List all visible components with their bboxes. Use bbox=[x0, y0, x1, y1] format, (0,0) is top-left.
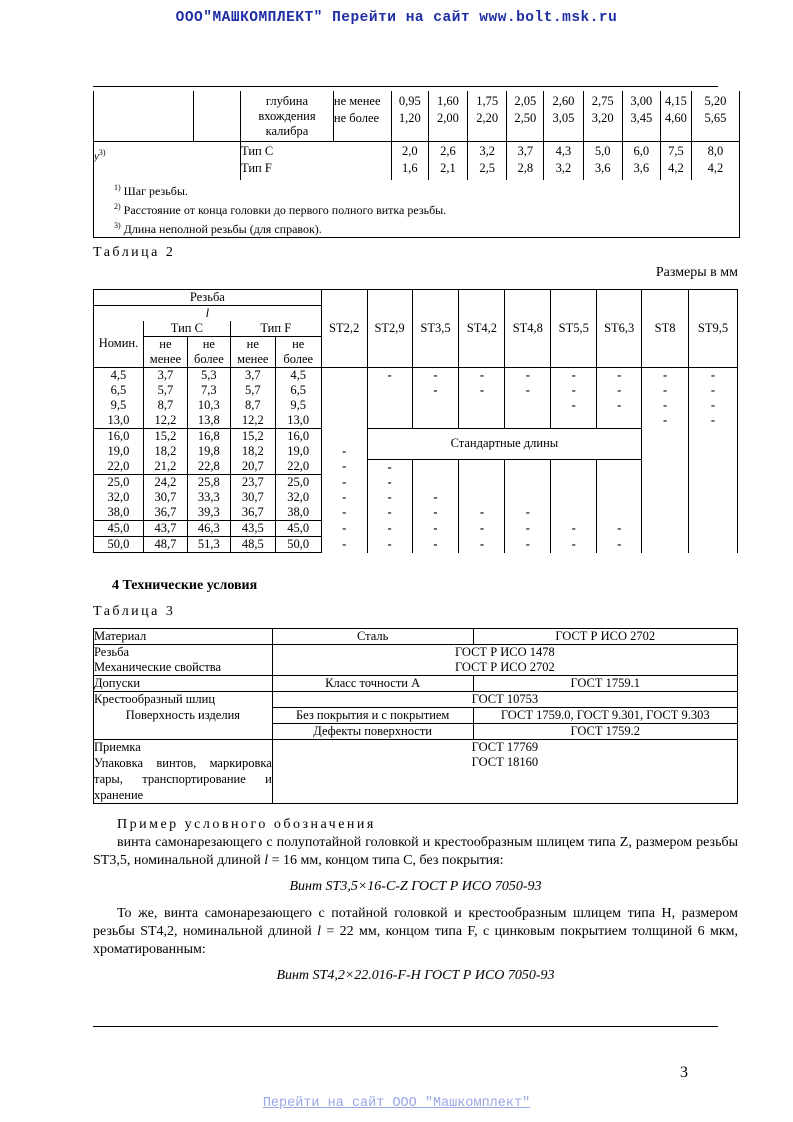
table2-units: Размеры в мм bbox=[655, 265, 738, 280]
table2-caption: Таблица 2 bbox=[93, 245, 176, 260]
table2-cell: 13,0 bbox=[94, 413, 144, 429]
empty-cell bbox=[642, 475, 689, 491]
table2-cell: 43,7 bbox=[143, 521, 187, 537]
footnote-2: $^{2)}$ Расстояние от конца головки до первого полного витка резьбы. bbox=[114, 202, 447, 217]
empty-cell bbox=[642, 459, 689, 475]
footnote-3: $^{3)}$ Длина неполной резьбы (для справок). bbox=[114, 221, 322, 236]
slot-label: Крестообразный шлиц bbox=[94, 692, 273, 708]
dash-mark: - bbox=[459, 521, 505, 537]
table2-cell: 24,2 bbox=[143, 475, 187, 491]
table2-cell: 15,2 bbox=[143, 429, 187, 445]
empty-cell bbox=[689, 521, 738, 537]
table2-cell: 12,2 bbox=[230, 413, 275, 429]
dash-mark: - bbox=[321, 537, 367, 553]
depth-label: глубина вхождения калибра bbox=[241, 91, 334, 142]
table1-y-row: $y^{3)}$ Тип С Тип F 2,0 1,6 2,6 2,1 3,2 2,5 3,7 2,8 4,3 3,2 5,0 3,6 6,0 3,6 7,5 4,2 8,0 4,2 bbox=[94, 142, 739, 181]
size-st6-3: ST6,3 bbox=[597, 290, 642, 368]
type-c-header: Тип С bbox=[143, 321, 230, 337]
empty-cell bbox=[551, 475, 597, 491]
empty-cell bbox=[597, 413, 642, 429]
example-paragraph-1: винта самонарезающего с полупотайной головкой и крестообразным шлицем типа Z, размером резьбы ST3,5, номинальной длиной l = 16 мм, концом типа С, без покрытия: bbox=[93, 835, 738, 868]
empty-cell bbox=[459, 490, 505, 505]
dash-mark: - bbox=[321, 490, 367, 505]
dash-mark: - bbox=[551, 398, 597, 413]
empty-cell bbox=[321, 413, 367, 429]
empty-cell bbox=[412, 398, 459, 413]
dash-mark: - bbox=[412, 368, 459, 384]
dash-mark: - bbox=[321, 475, 367, 491]
top-rule bbox=[93, 86, 718, 87]
table2-cell: 51,3 bbox=[187, 537, 230, 553]
bottom-rule bbox=[93, 1026, 718, 1027]
dash-mark: - bbox=[321, 521, 367, 537]
empty-cell bbox=[642, 444, 689, 459]
table2-row bbox=[94, 475, 738, 491]
table2-cell: 22,0 bbox=[275, 459, 321, 475]
dash-mark: - bbox=[642, 413, 689, 429]
empty-cell bbox=[459, 475, 505, 491]
y-label: $y^{3)}$ bbox=[94, 142, 241, 181]
table1 bbox=[94, 91, 739, 180]
mech-label: Механические свойства bbox=[94, 660, 273, 676]
size-st4-2: ST4,2 bbox=[459, 290, 505, 368]
footer-link[interactable]: Перейти на сайт ООО "Машкомплект" bbox=[262, 1096, 531, 1111]
dash-mark: - bbox=[321, 459, 367, 475]
dash-mark: - bbox=[505, 537, 551, 553]
empty-cell bbox=[367, 413, 412, 429]
table2-row bbox=[94, 413, 738, 429]
steel-value: Сталь bbox=[272, 629, 473, 645]
table2-cell: 5,7 bbox=[143, 383, 187, 398]
empty-cell bbox=[505, 398, 551, 413]
empty-cell bbox=[689, 429, 738, 445]
packing-label: Упаковка винтов, маркировка тары, транспортирование и хранение bbox=[94, 756, 272, 802]
table1-depth-row: глубина вхождения калибра не менее не более 0,95 1,20 1,60 2,00 1,75 2,20 2,05 2,50 2,60 3,05 2,75 3,20 3,00 3,45 4,15 4,60 5,20 5,65 bbox=[94, 91, 739, 142]
size-st5-5: ST5,5 bbox=[551, 290, 597, 368]
empty-cell bbox=[367, 398, 412, 413]
material-label: Материал bbox=[94, 629, 273, 645]
dash-mark: - bbox=[551, 537, 597, 553]
table2-cell: 8,7 bbox=[143, 398, 187, 413]
thread-label: Резьба bbox=[94, 645, 273, 661]
table2-body bbox=[94, 368, 738, 553]
dash-mark: - bbox=[505, 521, 551, 537]
standard-lengths-label: Стандартные длины bbox=[367, 429, 642, 460]
dash-mark: - bbox=[321, 444, 367, 459]
min-label: не менее bbox=[333, 94, 381, 108]
dash-mark: - bbox=[505, 383, 551, 398]
table2-cell: 32,0 bbox=[94, 490, 144, 505]
table2-cell: 36,7 bbox=[143, 505, 187, 521]
table2-cell: 39,3 bbox=[187, 505, 230, 521]
table2-cell: 3,7 bbox=[230, 368, 275, 384]
designation-1: Винт ST3,5×16-C-Z ГОСТ Р ИСО 7050-93 bbox=[289, 879, 542, 894]
dash-mark: - bbox=[412, 521, 459, 537]
empty-cell bbox=[459, 413, 505, 429]
table2-cell: 25,0 bbox=[275, 475, 321, 491]
table2-cell: 19,8 bbox=[187, 444, 230, 459]
section-heading: 4 Технические условия bbox=[112, 578, 258, 593]
dash-mark: - bbox=[551, 521, 597, 537]
empty-cell bbox=[642, 521, 689, 537]
dash-mark: - bbox=[321, 505, 367, 521]
table2-cell: 18,2 bbox=[230, 444, 275, 459]
empty-cell bbox=[367, 383, 412, 398]
empty-cell bbox=[321, 383, 367, 398]
empty-cell bbox=[642, 537, 689, 553]
table2-cell: 23,7 bbox=[230, 475, 275, 491]
table2-cell: 20,7 bbox=[230, 459, 275, 475]
table2-cell: 43,5 bbox=[230, 521, 275, 537]
nominal-header: Номин. bbox=[94, 337, 144, 368]
empty-cell bbox=[412, 413, 459, 429]
empty-cell bbox=[689, 459, 738, 475]
dash-mark: - bbox=[412, 490, 459, 505]
table2-cell: 25,8 bbox=[187, 475, 230, 491]
table2-cell: 19,0 bbox=[275, 444, 321, 459]
empty-cell bbox=[459, 398, 505, 413]
table2-cell: 8,7 bbox=[230, 398, 275, 413]
header-link[interactable]: ООО"МАШКОМПЛЕКТ" Перейти на сайт www.bolt.msk.ru bbox=[175, 10, 618, 26]
dash-mark: - bbox=[689, 368, 738, 384]
empty-cell bbox=[551, 459, 597, 475]
table2-cell: 30,7 bbox=[230, 490, 275, 505]
empty-cell bbox=[551, 490, 597, 505]
table2-cell: 6,5 bbox=[275, 383, 321, 398]
size-st2-2: ST2,2 bbox=[321, 290, 367, 368]
table2-cell: 16,0 bbox=[94, 429, 144, 445]
table2-cell: 19,0 bbox=[94, 444, 144, 459]
table2-cell: 6,5 bbox=[94, 383, 144, 398]
type-f-label: Тип F bbox=[241, 161, 272, 175]
l-header: l bbox=[94, 306, 322, 322]
example-paragraph-2: То же, винта самонарезающего с потайной головкой и крестообразным шлицем типа Н, размером резьбы ST4,2, номинальной длиной l = 22 мм, концом типа F, с цинковым покрытием толщиной 6 мкм, хроматированным: bbox=[93, 906, 739, 957]
surface-label: Поверхность изделия bbox=[94, 708, 273, 740]
table2-cell: 50,0 bbox=[275, 537, 321, 553]
empty-cell bbox=[412, 459, 459, 475]
type-f-header: Тип F bbox=[230, 321, 321, 337]
dash-mark: - bbox=[597, 368, 642, 384]
footnote-1: $^{1)}$ Шаг резьбы. bbox=[114, 183, 188, 198]
dash-mark: - bbox=[551, 383, 597, 398]
dash-mark: - bbox=[459, 537, 505, 553]
dash-mark: - bbox=[412, 537, 459, 553]
dash-mark: - bbox=[551, 368, 597, 384]
table2-cell: 10,3 bbox=[187, 398, 230, 413]
dash-mark: - bbox=[689, 383, 738, 398]
empty-cell bbox=[642, 505, 689, 521]
table1-footnotes bbox=[114, 180, 446, 237]
table2: Резьба ST2,2 ST2,9 ST3,5 ST4,2 ST4,8 ST5,5 ST6,3 ST8 ST9,5 l Тип С Тип F Номин. не не не не менее более менее более 4,5 3,7 5,3 3,7 4,5 - - - - - - - - 6,5 5,7 7,3 5,7 6,5 - - - - - - - 9,5 8,7 10,3 8,7 9,5 - - - - 13,0 12,2 13,8 12,2 13,0 - - 16,0 15,2 16,8 15,2 16,0 Стандартные длины 19,0 18,2 19,8 18,2 19,0 - 22,0 21,2 22,8 20,7 22,0 - - 25,0 24,2 25,8 23,7 25,0 - - 32,0 30,7 33,3 30,7 32,0 - - - 38,0 36,7 39,3 36,7 38,0 - - - - - 45,0 43,7 46,3 43,5 45,0 - - - - - - - 50,0 48,7 51,3 48,5 50,0 - - - - - - - bbox=[93, 289, 738, 553]
dash-mark: - bbox=[412, 383, 459, 398]
table2-cell: 36,7 bbox=[230, 505, 275, 521]
table2-row bbox=[94, 429, 738, 445]
table2-cell: 4,5 bbox=[94, 368, 144, 384]
table2-cell: 9,5 bbox=[94, 398, 144, 413]
max-label: не более bbox=[333, 111, 380, 125]
empty-cell bbox=[321, 368, 367, 384]
table2-cell: 33,3 bbox=[187, 490, 230, 505]
empty-cell bbox=[597, 505, 642, 521]
table2-cell: 22,0 bbox=[94, 459, 144, 475]
table2-cell: 38,0 bbox=[275, 505, 321, 521]
example-title: Пример условного обозначения bbox=[117, 817, 376, 832]
empty-cell bbox=[551, 413, 597, 429]
table2-cell: 18,2 bbox=[143, 444, 187, 459]
size-st2-9: ST2,9 bbox=[367, 290, 412, 368]
table2-cell: 16,0 bbox=[275, 429, 321, 445]
table2-cell: 46,3 bbox=[187, 521, 230, 537]
dash-mark: - bbox=[505, 505, 551, 521]
dash-mark: - bbox=[367, 475, 412, 491]
size-st4-8: ST4,8 bbox=[505, 290, 551, 368]
table2-cell: 7,3 bbox=[187, 383, 230, 398]
empty-cell bbox=[689, 505, 738, 521]
empty-cell bbox=[505, 475, 551, 491]
empty-cell bbox=[597, 475, 642, 491]
table2-cell: 13,8 bbox=[187, 413, 230, 429]
dash-mark: - bbox=[367, 490, 412, 505]
dash-mark: - bbox=[689, 398, 738, 413]
empty-cell bbox=[505, 459, 551, 475]
table3-caption: Таблица 3 bbox=[93, 604, 176, 619]
thread-header: Резьба bbox=[94, 290, 322, 306]
table2-cell: 16,8 bbox=[187, 429, 230, 445]
dash-mark: - bbox=[597, 537, 642, 553]
table2-cell: 32,0 bbox=[275, 490, 321, 505]
dash-mark: - bbox=[689, 413, 738, 429]
empty-cell bbox=[412, 475, 459, 491]
empty-cell bbox=[689, 490, 738, 505]
table2-row bbox=[94, 505, 738, 521]
empty-cell bbox=[551, 505, 597, 521]
empty-cell bbox=[689, 475, 738, 491]
type-c-label: Тип С bbox=[241, 144, 274, 158]
dash-mark: - bbox=[459, 383, 505, 398]
designation-2: Винт ST4,2×22.016-F-H ГОСТ Р ИСО 7050-93 bbox=[276, 968, 555, 983]
dash-mark: - bbox=[597, 521, 642, 537]
table2-cell: 45,0 bbox=[94, 521, 144, 537]
table2-cell: 5,7 bbox=[230, 383, 275, 398]
dash-mark: - bbox=[597, 398, 642, 413]
dash-mark: - bbox=[367, 505, 412, 521]
table2-cell: 21,2 bbox=[143, 459, 187, 475]
empty-cell bbox=[505, 490, 551, 505]
table2-row bbox=[94, 521, 738, 537]
dash-mark: - bbox=[367, 368, 412, 384]
table2-cell: 13,0 bbox=[275, 413, 321, 429]
table2-cell: 38,0 bbox=[94, 505, 144, 521]
size-st9-5: ST9,5 bbox=[689, 290, 738, 368]
empty-cell bbox=[642, 490, 689, 505]
dash-mark: - bbox=[367, 459, 412, 475]
table2-cell: 45,0 bbox=[275, 521, 321, 537]
table2-cell: 30,7 bbox=[143, 490, 187, 505]
dash-mark: - bbox=[642, 383, 689, 398]
table2-cell: 5,3 bbox=[187, 368, 230, 384]
empty-cell bbox=[597, 459, 642, 475]
table2-cell: 3,7 bbox=[143, 368, 187, 384]
dash-mark: - bbox=[642, 368, 689, 384]
acceptance-label: Приемка bbox=[94, 740, 141, 754]
table2-row bbox=[94, 490, 738, 505]
table2-cell: 22,8 bbox=[187, 459, 230, 475]
empty-cell bbox=[689, 444, 738, 459]
table2-row bbox=[94, 398, 738, 413]
table2-cell: 48,5 bbox=[230, 537, 275, 553]
dash-mark: - bbox=[459, 368, 505, 384]
empty-cell bbox=[597, 490, 642, 505]
dash-mark: - bbox=[642, 398, 689, 413]
table2-cell: 4,5 bbox=[275, 368, 321, 384]
empty-cell bbox=[642, 429, 689, 445]
table2-cell: 50,0 bbox=[94, 537, 144, 553]
dash-mark: - bbox=[597, 383, 642, 398]
dash-mark: - bbox=[505, 368, 551, 384]
dash-mark: - bbox=[412, 505, 459, 521]
empty-cell bbox=[321, 429, 367, 445]
dash-mark: - bbox=[367, 537, 412, 553]
table2-row bbox=[94, 368, 738, 384]
dash-mark: - bbox=[367, 521, 412, 537]
table3: Материал Сталь ГОСТ Р ИСО 2702 Резьба ГОСТ Р ИСО 1478 Механические свойства ГОСТ Р ИСО 2702 Допуски Класс точности А ГОСТ 1759.1 Крестообразный шлиц ГОСТ 10753 Поверхность изделия Без покрытия и с покрытием ГОСТ 1759.0, ГОСТ 9.301, ГОСТ 9.303 Дефекты поверхности ГОСТ 1759.2 Приемка Упаковка винтов, маркировка тары, транспортирование и хранение ГОСТ 17769 ГОСТ 18160 bbox=[93, 628, 738, 804]
page-number: 3 bbox=[680, 1064, 688, 1081]
empty-cell bbox=[321, 398, 367, 413]
table1-frame bbox=[93, 91, 740, 238]
empty-cell bbox=[505, 413, 551, 429]
table2-cell: 15,2 bbox=[230, 429, 275, 445]
table2-cell: 12,2 bbox=[143, 413, 187, 429]
table2-cell: 48,7 bbox=[143, 537, 187, 553]
dash-mark: - bbox=[459, 505, 505, 521]
size-st3-5: ST3,5 bbox=[412, 290, 459, 368]
table2-row bbox=[94, 537, 738, 553]
tolerances-label: Допуски bbox=[94, 676, 273, 692]
size-st8: ST8 bbox=[642, 290, 689, 368]
table2-row bbox=[94, 459, 738, 475]
table2-cell: 9,5 bbox=[275, 398, 321, 413]
empty-cell bbox=[689, 537, 738, 553]
table2-cell: 25,0 bbox=[94, 475, 144, 491]
table2-row bbox=[94, 383, 738, 398]
empty-cell bbox=[459, 459, 505, 475]
